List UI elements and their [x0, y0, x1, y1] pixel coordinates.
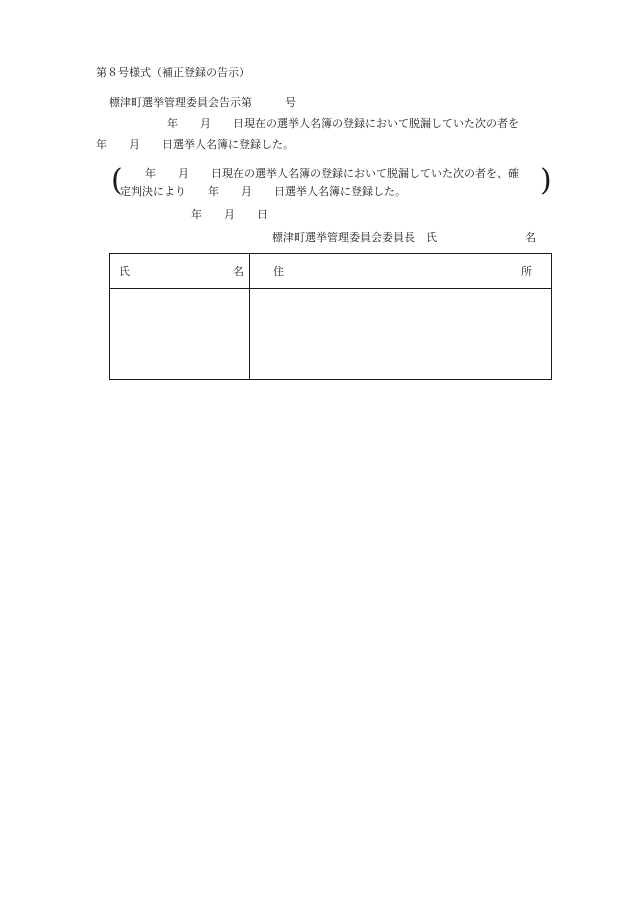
- alt-text-line-2: 定判決により 年 月 日選挙人名簿に登録した。: [120, 185, 406, 198]
- date-line: 年 月 日: [191, 208, 268, 221]
- header-address-right: 所: [521, 265, 532, 278]
- header-name-left: 氏: [119, 265, 130, 278]
- left-bracket: (: [111, 163, 123, 198]
- header-name-right: 名: [233, 265, 244, 278]
- notice-number: 標津町選挙管理委員会告示第 号: [109, 96, 296, 109]
- main-text-line-2: 年 月 日選挙人名簿に登録した。: [96, 138, 294, 151]
- form-title: 第８号様式（補正登録の告示）: [96, 66, 250, 79]
- right-bracket: ): [540, 163, 552, 198]
- name-cell: [110, 289, 249, 379]
- main-text-line-1: 年 月 日現在の選挙人名簿の登録において脱漏していた次の者を: [167, 117, 519, 130]
- registration-table: [109, 253, 552, 380]
- address-cell: [250, 289, 551, 379]
- signature-line: 標津町選挙管理委員会委員長 氏 名: [272, 231, 536, 244]
- header-address-left: 住: [273, 265, 284, 278]
- alt-text-line-1: 年 月 日現在の選挙人名簿の登録において脱漏していた次の者を、確: [145, 167, 519, 180]
